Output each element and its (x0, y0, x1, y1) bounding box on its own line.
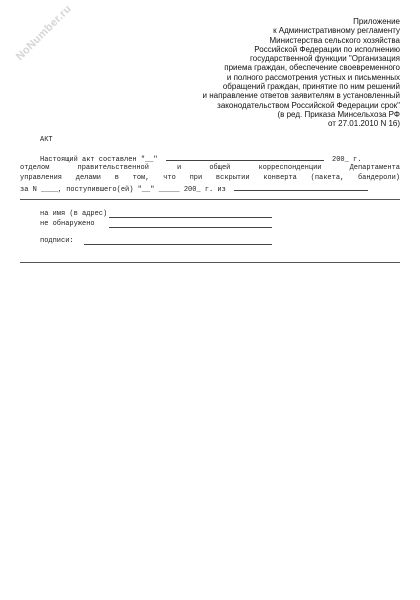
watermark: NoNumber.ru (13, 2, 74, 63)
act-title: АКТ (40, 136, 53, 144)
appendix-line: (в ред. Приказа Минсельхоза РФ (277, 109, 400, 119)
addressee-blank (109, 217, 272, 218)
appendix-line: Российской Федерации по исполнению (254, 44, 400, 54)
date-blank (166, 153, 324, 161)
act-line-4 (20, 183, 400, 193)
act-line-1 (20, 153, 400, 163)
appendix-line: обращений граждан, принятие по ним решений (222, 82, 400, 92)
sender-blank (234, 183, 368, 191)
appendix-header (160, 17, 400, 129)
signatures-blank (84, 244, 272, 245)
appendix-line: и полного рассмотрения устных и письменных (226, 72, 400, 82)
appendix-line: государственной функции "Организация (250, 54, 400, 64)
appendix-line: Приложение (353, 17, 400, 26)
appendix-line: Министерства сельского хозяйства (269, 35, 400, 45)
act-line-1-prefix: Настоящий акт составлен "__" (40, 156, 158, 164)
separator-line (20, 199, 400, 200)
appendix-line: и направление ответов заявителям в установленный (202, 91, 400, 101)
not-found-label: не обнаружено (40, 220, 95, 228)
appendix-line: приема граждан, обеспечение своевременного (224, 63, 400, 73)
act-line-4-prefix: за N ____, поступившего(ей) "__" _____ 200_ г. из (20, 186, 226, 194)
appendix-line: от 27.01.2010 N 16) (328, 119, 400, 129)
bottom-rule (20, 262, 400, 263)
appendix-line: законодательством Российской Федерации срок" (217, 100, 400, 110)
not-found-blank (109, 227, 272, 228)
act-line-3: управления делами в том, что при вскрытии конверта (пакета, бандероли) (20, 174, 400, 182)
signatures-label: подписи: (40, 237, 74, 245)
appendix-line: к Административному регламенту (273, 26, 400, 36)
act-line-2: отделом правительственной и общей корреспонденции Департамента (20, 164, 400, 172)
act-line-1-year: 200_ г. (332, 156, 362, 164)
addressee-label: на имя (в адрес) (40, 210, 108, 218)
